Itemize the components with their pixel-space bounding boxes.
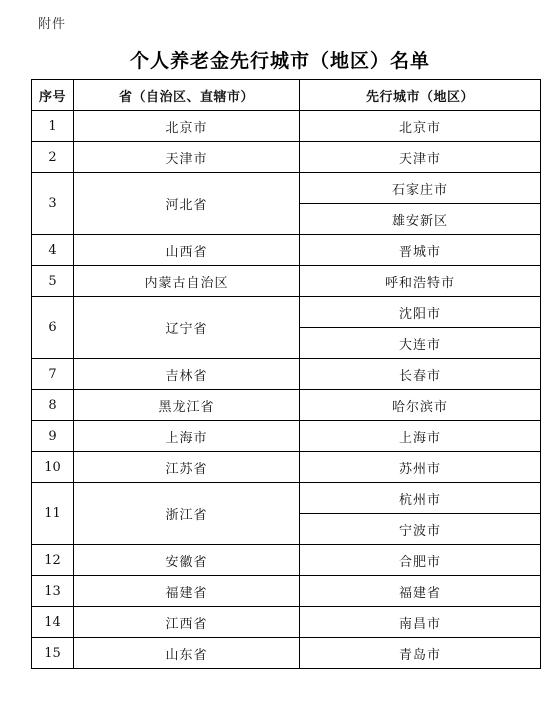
province-cell: 山西省 [74,235,300,266]
province-cell: 江西省 [74,607,300,638]
province-cell: 福建省 [74,576,300,607]
province-cell: 山东省 [74,638,300,669]
row-number: 8 [32,390,74,421]
table-row [32,607,541,638]
city-cell: 沈阳市 [300,297,541,328]
city-cell: 上海市 [300,421,541,452]
city-cell: 南昌市 [300,607,541,638]
province-cell: 河北省 [74,173,300,235]
row-number: 1 [32,111,74,142]
row-number: 5 [32,266,74,297]
row-number: 7 [32,359,74,390]
header-number: 序号 [32,80,74,111]
city-cell: 哈尔滨市 [300,390,541,421]
row-number: 14 [32,607,74,638]
row-number: 4 [32,235,74,266]
city-cell: 宁波市 [300,514,541,545]
table-row [32,390,541,421]
row-number: 15 [32,638,74,669]
table-row [32,142,541,173]
attachment-label: 附件 [38,17,67,32]
table-row [32,483,541,514]
table-row [32,638,541,669]
city-cell: 天津市 [300,142,541,173]
province-cell: 吉林省 [74,359,300,390]
province-cell: 上海市 [74,421,300,452]
city-cell: 雄安新区 [300,204,541,235]
row-number: 6 [32,297,74,359]
city-cell: 合肥市 [300,545,541,576]
table-row [32,421,541,452]
table-row [32,111,541,142]
city-cell: 北京市 [300,111,541,142]
row-number: 13 [32,576,74,607]
city-cell: 苏州市 [300,452,541,483]
city-cell: 石家庄市 [300,173,541,204]
table-row [32,576,541,607]
table-row [32,359,541,390]
province-cell: 安徽省 [74,545,300,576]
province-cell: 天津市 [74,142,300,173]
table-row [32,545,541,576]
city-cell: 呼和浩特市 [300,266,541,297]
row-number: 2 [32,142,74,173]
province-cell: 内蒙古自治区 [74,266,300,297]
header-city: 先行城市（地区） [300,80,541,111]
province-cell: 黑龙江省 [74,390,300,421]
city-cell: 福建省 [300,576,541,607]
row-number: 9 [32,421,74,452]
header-province: 省（自治区、直辖市） [74,80,300,111]
province-cell: 辽宁省 [74,297,300,359]
province-cell: 北京市 [74,111,300,142]
city-cell: 青岛市 [300,638,541,669]
table-header-row [32,80,541,111]
row-number: 12 [32,545,74,576]
city-cell: 晋城市 [300,235,541,266]
city-cell: 杭州市 [300,483,541,514]
table-row [32,452,541,483]
table-row [32,266,541,297]
table-row [32,235,541,266]
pilot-cities-table [31,79,541,669]
province-cell: 浙江省 [74,483,300,545]
table-body [32,111,541,669]
province-cell: 江苏省 [74,452,300,483]
table-row [32,173,541,204]
city-cell: 长春市 [300,359,541,390]
row-number: 10 [32,452,74,483]
row-number: 3 [32,173,74,235]
city-cell: 大连市 [300,328,541,359]
row-number: 11 [32,483,74,545]
document-title: 个人养老金先行城市（地区）名单 [129,50,430,72]
table-row [32,297,541,328]
